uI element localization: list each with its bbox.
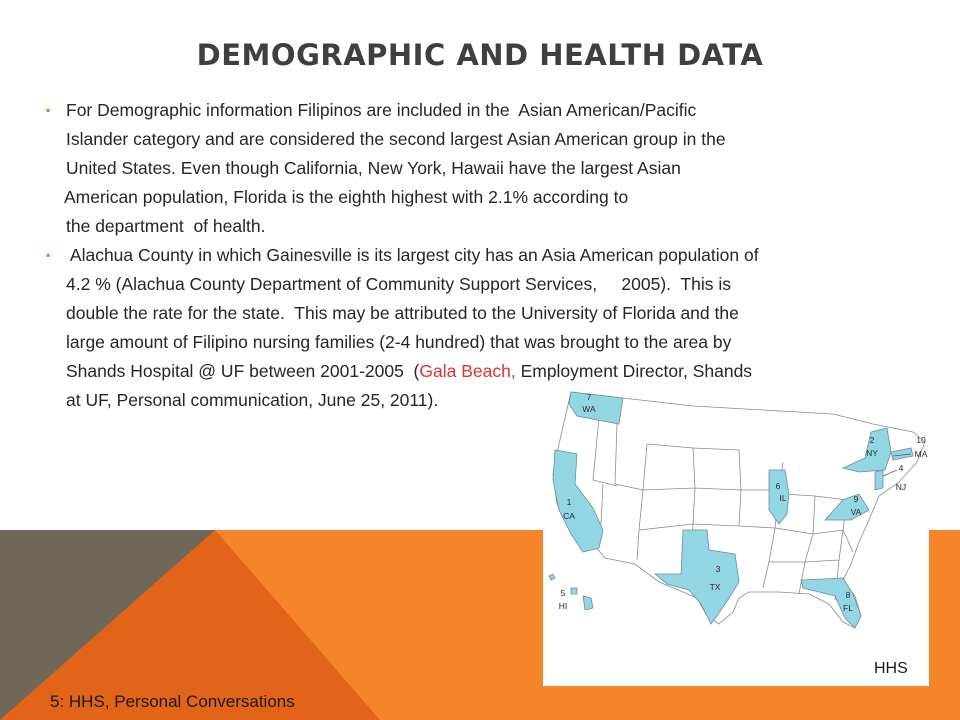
state-abbr-ny: NY bbox=[866, 448, 878, 458]
state-abbr-wa: WA bbox=[582, 404, 596, 414]
us-map-panel bbox=[543, 384, 929, 686]
paragraph2-line1: ▪ Alachua County in which Gainesville is its largest city has an Asia American population of bbox=[46, 241, 876, 270]
state-rank-va: 9 bbox=[853, 494, 859, 504]
state-rank-ca: 1 bbox=[566, 497, 572, 507]
state-abbr-fl: FL bbox=[843, 603, 853, 613]
footnote: 5: HHS, Personal Conversations bbox=[50, 692, 295, 711]
state-rank-il: 6 bbox=[775, 481, 781, 491]
state-abbr-nj: NJ bbox=[895, 482, 907, 492]
paragraph1-line1: ▪ For Demographic information Filipinos are included in the Asian American/Pacific bbox=[46, 96, 876, 125]
map-source-label: HHS bbox=[874, 660, 908, 677]
state-rank-tx: 3 bbox=[715, 564, 721, 574]
state-hi-shape bbox=[549, 574, 593, 610]
state-rank-nj: 4 bbox=[898, 463, 904, 473]
state-abbr-hi: HI bbox=[558, 601, 568, 611]
slide-title: DEMOGRAPHIC AND HEALTH DATA bbox=[196, 38, 764, 72]
state-abbr-tx: TX bbox=[709, 582, 721, 592]
paragraph1-line2: Islander category and are considered the second largest Asian American group in the bbox=[66, 129, 726, 149]
state-rank-ma: 10 bbox=[916, 435, 926, 445]
paragraph2-line3: double the rate for the state. This may be attributed to the University of Florida and the bbox=[66, 303, 739, 323]
state-abbr-va: VA bbox=[850, 507, 862, 517]
us-map bbox=[543, 384, 929, 686]
state-nj-shape bbox=[875, 470, 883, 490]
bullet-icon: ▪ bbox=[46, 103, 51, 117]
paragraph1-line5: the department of health. bbox=[66, 216, 266, 236]
paragraph2-line2: 4.2 % (Alachua County Department of Community Support Services, 2005). This is bbox=[66, 274, 731, 294]
state-rank-fl: 8 bbox=[845, 590, 851, 600]
state-rank-wa: 7 bbox=[586, 392, 592, 402]
bullet-icon: ▪ bbox=[46, 248, 51, 262]
state-rank-ny: 2 bbox=[869, 435, 875, 445]
paragraph1-line4: American population, Florida is the eighth highest with 2.1% according to bbox=[64, 187, 629, 207]
paragraph2-line5: Shands Hospital @ UF between 2001-2005 (Gala Beach, Employment Director, Shands bbox=[66, 361, 753, 381]
state-abbr-ma: MA bbox=[914, 449, 928, 459]
state-abbr-il: IL bbox=[779, 493, 787, 503]
source-name-highlight: Gala Beach, bbox=[419, 361, 516, 381]
body-text bbox=[46, 96, 876, 415]
paragraph1-line3: United States. Even though California, New York, Hawaii have the largest Asian bbox=[66, 158, 681, 178]
paragraph2-line6: at UF, Personal communication, June 25, 2011). bbox=[66, 390, 439, 410]
state-abbr-ca: CA bbox=[563, 511, 575, 521]
paragraph2-line4: large amount of Filipino nursing families (2-4 hundred) that was brought to the area by bbox=[66, 332, 732, 352]
state-rank-hi: 5 bbox=[560, 588, 566, 598]
